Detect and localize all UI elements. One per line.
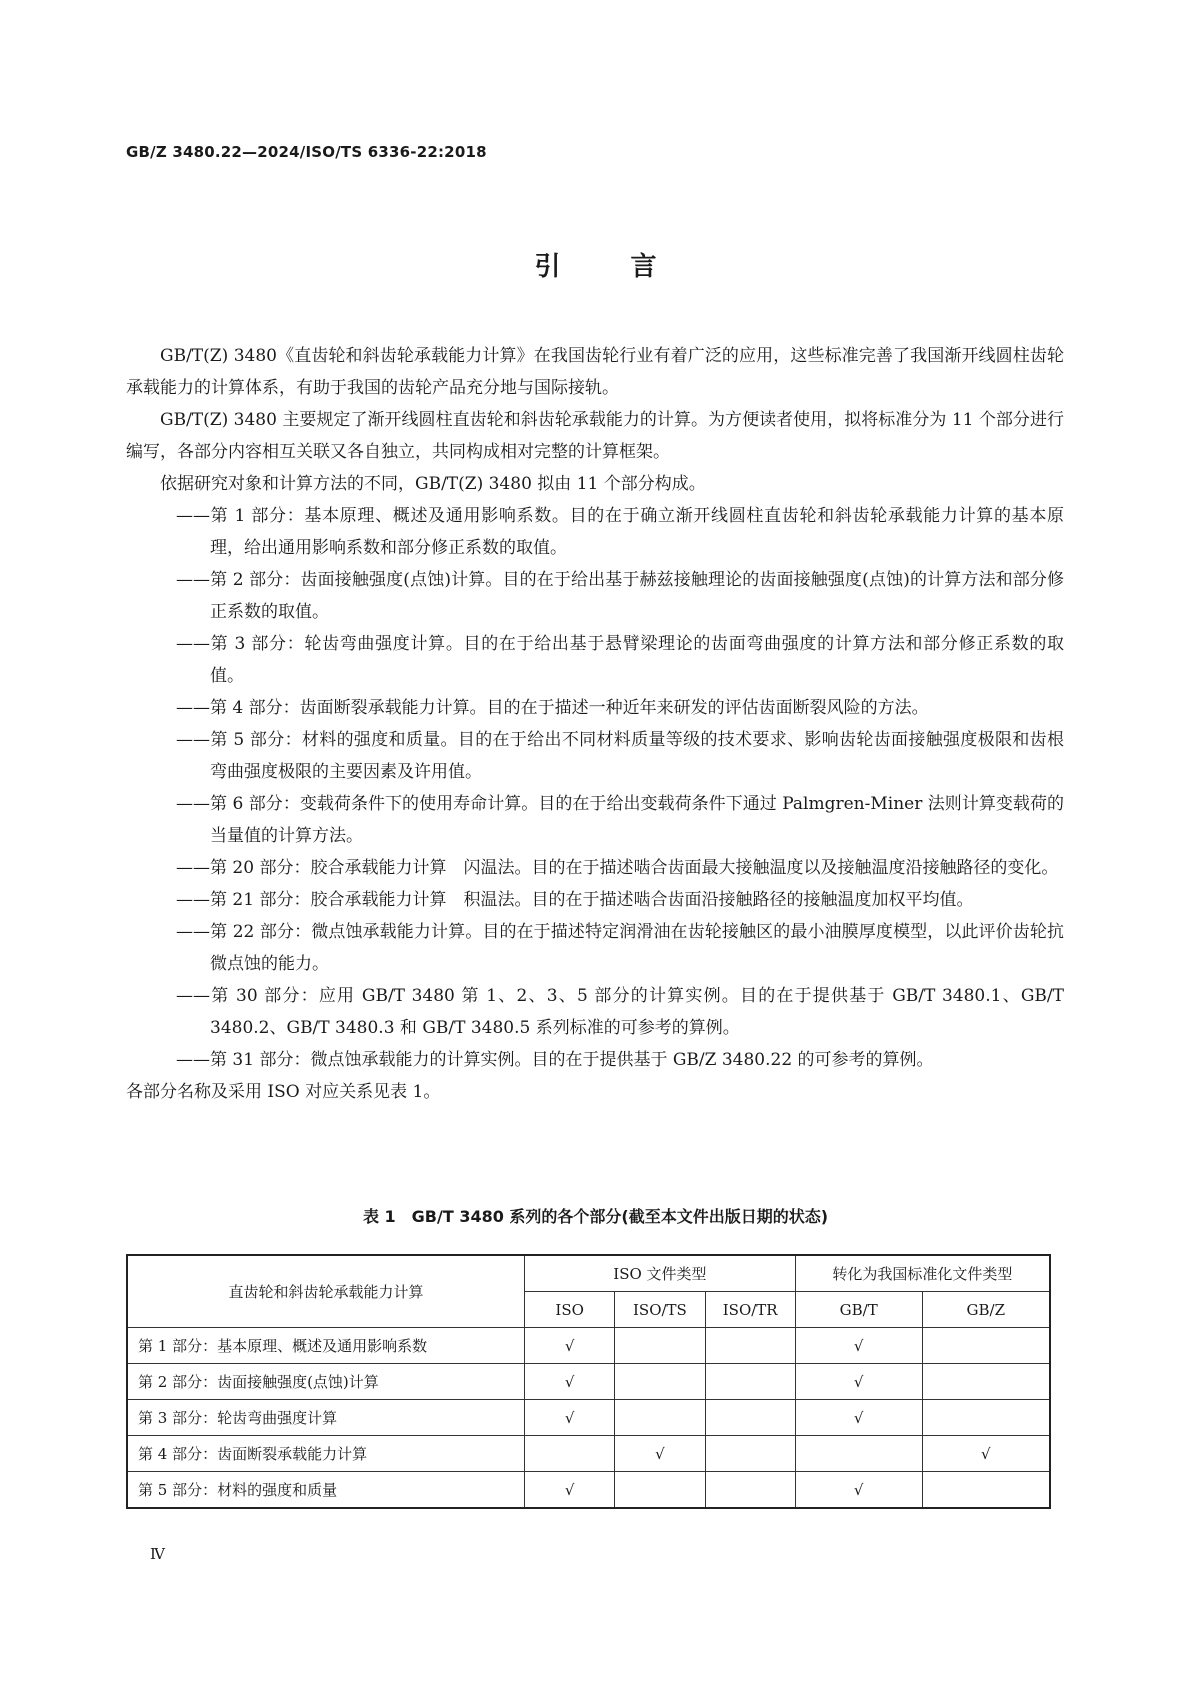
list-item (126, 1044, 1064, 1076)
table-cell-mark (705, 1364, 795, 1400)
list-dash: —— (176, 1050, 210, 1070)
list-item-text: 第 30 部分：应用 GB/T 3480 第 1、2、3、5 部分的计算实例。目的在于提供基于 GB/T 3480.1、GB/T 3480.2、GB/T 3480.3 和 GB/T 3480.5 系列标准的可参考的算例。 (210, 986, 1064, 1038)
list-dash: —— (176, 858, 210, 878)
list-dash: —— (176, 922, 210, 942)
table-cell-name: 第 3 部分：轮齿弯曲强度计算 (127, 1400, 525, 1436)
list-dash: —— (176, 634, 210, 654)
table-header-iso-group: ISO 文件类型 (525, 1255, 796, 1292)
list-item-text: 第 5 部分：材料的强度和质量。目的在于给出不同材料质量等级的技术要求、影响齿轮齿面接触强度极限和齿根弯曲强度极限的主要因素及许用值。 (210, 730, 1064, 782)
table-cell-mark (615, 1400, 705, 1436)
list-item-text: 第 31 部分：微点蚀承载能力的计算实例。目的在于提供基于 GB/Z 3480.22 的可参考的算例。 (210, 1050, 934, 1070)
closing-sentence: 各部分名称及采用 ISO 对应关系见表 1。 (126, 1082, 441, 1102)
table-cell-mark (922, 1472, 1050, 1509)
table-cell-mark: √ (525, 1328, 615, 1364)
table-header-cn-group: 转化为我国标准化文件类型 (795, 1255, 1050, 1292)
list-item-text: 第 1 部分：基本原理、概述及通用影响系数。目的在于确立渐开线圆柱直齿轮和斜齿轮承载能力计算的基本原理，给出通用影响系数和部分修正系数的取值。 (210, 506, 1064, 558)
table-subheader-gbt: GB/T (795, 1292, 922, 1328)
list-dash: —— (176, 890, 210, 910)
table-cell-mark: √ (525, 1364, 615, 1400)
table-cell-mark (615, 1328, 705, 1364)
table-subheader-gbz: GB/Z (922, 1292, 1050, 1328)
table-row (127, 1436, 1050, 1472)
table-cell-name: 第 1 部分：基本原理、概述及通用影响系数 (127, 1328, 525, 1364)
list-item (126, 916, 1064, 980)
list-item (126, 788, 1064, 852)
table-subheader-iso-ts: ISO/TS (615, 1292, 705, 1328)
list-item (126, 980, 1064, 1044)
intro-paragraph-2: GB/T(Z) 3480 主要规定了渐开线圆柱直齿轮和斜齿轮承载能力的计算。为方便读者使用，拟将标准分为 11 个部分进行编写，各部分内容相互关联又各自独立，共同构成相对完整的计算框架。 (126, 410, 1064, 462)
table-cell-mark (922, 1364, 1050, 1400)
list-dash: —— (176, 506, 210, 526)
intro-paragraph-3: 依据研究对象和计算方法的不同，GB/T(Z) 3480 拟由 11 个部分构成。 (160, 474, 706, 494)
table-cell-mark (922, 1328, 1050, 1364)
table-cell-name: 第 5 部分：材料的强度和质量 (127, 1472, 525, 1509)
table-cell-mark: √ (795, 1400, 922, 1436)
page-title (0, 246, 1191, 283)
table-cell-mark: √ (922, 1436, 1050, 1472)
table-cell-mark (615, 1472, 705, 1509)
table-cell-mark: √ (525, 1400, 615, 1436)
table-cell-mark (615, 1364, 705, 1400)
list-item-text: 第 2 部分：齿面接触强度(点蚀)计算。目的在于给出基于赫兹接触理论的齿面接触强度(点蚀)的计算方法和部分修正系数的取值。 (210, 570, 1064, 622)
title-char-2: 言 (630, 252, 657, 282)
table-cell-mark (525, 1436, 615, 1472)
table-subheader-iso: ISO (525, 1292, 615, 1328)
list-item (126, 692, 1064, 724)
list-dash: —— (176, 794, 210, 814)
list-item-text: 第 20 部分：胶合承载能力计算 闪温法。目的在于描述啮合齿面最大接触温度以及接触温度沿接触路径的变化。 (210, 858, 1059, 878)
table-row (127, 1472, 1050, 1509)
table-row (127, 1328, 1050, 1364)
table-cell-mark (922, 1400, 1050, 1436)
list-item-text: 第 21 部分：胶合承载能力计算 积温法。目的在于描述啮合齿面沿接触路径的接触温度加权平均值。 (210, 890, 974, 910)
table-row (127, 1364, 1050, 1400)
table-cell-mark: √ (615, 1436, 705, 1472)
table-cell-name: 第 4 部分：齿面断裂承载能力计算 (127, 1436, 525, 1472)
introduction-body (126, 340, 1064, 1108)
table-cell-mark: √ (525, 1472, 615, 1509)
list-item (126, 724, 1064, 788)
table-header-title: 直齿轮和斜齿轮承载能力计算 (127, 1255, 525, 1328)
table-cell-name: 第 2 部分：齿面接触强度(点蚀)计算 (127, 1364, 525, 1400)
table-cell-mark: √ (795, 1472, 922, 1509)
page-number: Ⅳ (150, 1545, 165, 1563)
table-subheader-iso-tr: ISO/TR (705, 1292, 795, 1328)
list-item (126, 564, 1064, 628)
list-dash: —— (176, 986, 210, 1006)
list-item (126, 852, 1064, 884)
table-cell-mark: √ (795, 1364, 922, 1400)
list-item-text: 第 22 部分：微点蚀承载能力计算。目的在于描述特定润滑油在齿轮接触区的最小油膜厚度模型，以此评价齿轮抗微点蚀的能力。 (210, 922, 1064, 974)
table-cell-mark (705, 1472, 795, 1509)
table-caption: 表 1 GB/T 3480 系列的各个部分(截至本文件出版日期的状态) (362, 1207, 829, 1226)
title-char-1: 引 (534, 252, 561, 282)
list-dash: —— (176, 570, 210, 590)
table-cell-mark: √ (795, 1328, 922, 1364)
list-item (126, 884, 1064, 916)
intro-paragraph-1: GB/T(Z) 3480《直齿轮和斜齿轮承载能力计算》在我国齿轮行业有着广泛的应用，这些标准完善了我国渐开线圆柱齿轮承载能力的计算体系，有助于我国的齿轮产品充分地与国际接轨。 (126, 346, 1064, 398)
table-cell-mark (705, 1328, 795, 1364)
document-code-header: GB/Z 3480.22—2024/ISO/TS 6336-22:2018 (126, 143, 487, 161)
table-row (127, 1400, 1050, 1436)
table-cell-mark (705, 1400, 795, 1436)
list-item (126, 500, 1064, 564)
list-dash: —— (176, 730, 210, 750)
table-cell-mark (795, 1436, 922, 1472)
list-item-text: 第 4 部分：齿面断裂承载能力计算。目的在于描述一种近年来研发的评估齿面断裂风险的方法。 (210, 698, 929, 718)
table-cell-mark (705, 1436, 795, 1472)
list-dash: —— (176, 698, 210, 718)
parts-table (126, 1254, 1051, 1509)
list-item-text: 第 6 部分：变载荷条件下的使用寿命计算。目的在于给出变载荷条件下通过 Palmgren-Miner 法则计算变载荷的当量值的计算方法。 (210, 794, 1064, 846)
list-item (126, 628, 1064, 692)
list-item-text: 第 3 部分：轮齿弯曲强度计算。目的在于给出基于悬臂梁理论的齿面弯曲强度的计算方法和部分修正系数的取值。 (210, 634, 1064, 686)
